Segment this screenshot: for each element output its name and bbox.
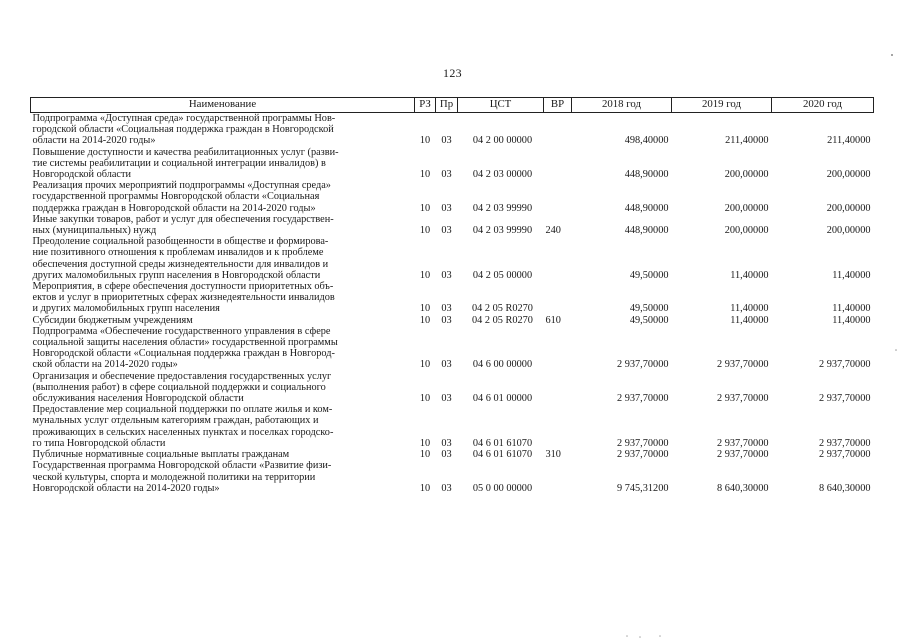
- column-header-2019: 2019 год: [672, 98, 772, 113]
- row-value-2019: 8 640,30000: [717, 482, 769, 494]
- table-row: [31, 214, 874, 236]
- row-value-2018: 9 745,31200: [617, 482, 669, 494]
- column-header-2018: 2018 год: [572, 98, 672, 113]
- row-name: [31, 281, 415, 315]
- row-rz: 10: [419, 225, 431, 237]
- row-name-line: Новгородской области: [32, 169, 132, 181]
- column-header-pr: Пр: [436, 98, 458, 113]
- row-pr: 03: [441, 169, 452, 181]
- row-rz: 10: [419, 393, 431, 405]
- row-rz: 10: [419, 314, 431, 326]
- row-value-2018: 448,90000: [624, 225, 669, 237]
- row-name-line: других маломобильных групп населения в Новгородской области: [32, 269, 321, 281]
- row-name-line: Новгородской области на 2014-2020 годы»: [32, 482, 220, 494]
- row-rz: 10: [419, 437, 431, 449]
- row-pr: 03: [441, 359, 452, 371]
- table-row: [31, 371, 874, 405]
- table-row: [31, 113, 874, 147]
- row-pr: 03: [441, 482, 452, 494]
- row-value-2018: 2 937,70000: [617, 359, 669, 371]
- row-name-line: Государственная программа Новгородской области «Развитие физи-: [32, 460, 332, 472]
- row-cst: 05 0 00 00000: [472, 482, 533, 494]
- row-name: [31, 113, 415, 147]
- row-cst: 04 6 01 61070: [472, 437, 533, 449]
- row-value-2019: 200,00000: [724, 169, 769, 181]
- row-name-line: поддержка граждан в Новгородской области на 2014-2020 годы»: [32, 202, 316, 214]
- row-cst: 04 2 03 00000: [472, 169, 533, 181]
- row-vr: [544, 180, 572, 214]
- table-row: [31, 315, 874, 326]
- row-value-2020: 11,40000: [832, 314, 871, 326]
- row-value-2019: 2 937,70000: [717, 359, 769, 371]
- row-value-2019: 11,40000: [730, 303, 769, 315]
- row-name-line: тие системы реабилитации и социальной интеграции инвалидов) в: [32, 157, 326, 169]
- row-name-line: Иные закупки товаров, работ и услуг для обеспечения государствен-: [32, 213, 334, 225]
- row-pr: 03: [441, 202, 452, 214]
- row-name-line: и других маломобильных групп населения: [32, 303, 220, 315]
- row-value-2018: 498,40000: [624, 135, 669, 147]
- row-value-2018: 448,90000: [624, 202, 669, 214]
- row-name-line: Субсидии бюджетным учреждениям: [32, 314, 193, 326]
- row-pr: 03: [441, 303, 452, 315]
- row-name: [31, 460, 415, 494]
- row-vr: 610: [545, 314, 561, 326]
- row-value-2020: 2 937,70000: [819, 359, 871, 371]
- row-name-line: мунальных услуг отдельным категориям граждан, работающих и: [32, 415, 319, 427]
- row-pr: 03: [441, 437, 452, 449]
- row-name-line: Подпрограмма «Доступная среда» государственной программы Нов-: [32, 113, 336, 124]
- row-value-2018: 49,50000: [629, 269, 669, 281]
- column-header-vr: ВР: [544, 98, 572, 113]
- row-rz: 10: [419, 482, 431, 494]
- row-name: [31, 371, 415, 405]
- row-name-line: ектов и услуг в приоритетных сферах жизнедеятельности инвалидов: [32, 292, 335, 304]
- row-value-2020: 2 937,70000: [819, 449, 871, 461]
- row-name: [31, 147, 415, 181]
- row-name-line: проживающих в сельских населенных пунктах и поселках городско-: [32, 426, 334, 438]
- row-pr: 03: [441, 314, 452, 326]
- table-row: [31, 460, 874, 494]
- row-cst: 04 6 01 00000: [472, 393, 533, 405]
- row-value-2019: 200,00000: [724, 225, 769, 237]
- scan-speck: [626, 635, 628, 637]
- row-value-2020: 211,40000: [827, 135, 871, 147]
- row-name-line: городской области «Социальная поддержка граждан в Новгородской: [32, 124, 334, 136]
- row-value-2019: 2 937,70000: [717, 437, 769, 449]
- row-cst: 04 2 05 00000: [472, 269, 533, 281]
- row-value-2020: 8 640,30000: [819, 482, 871, 494]
- row-name-line: социальной защиты населения области» государственной программы: [32, 337, 338, 349]
- row-cst: 04 2 05 R0270: [472, 303, 533, 315]
- row-value-2020: 200,00000: [826, 169, 871, 181]
- table-row: [31, 404, 874, 449]
- row-vr: [544, 147, 572, 181]
- row-vr: 240: [545, 225, 561, 237]
- row-vr: [544, 371, 572, 405]
- row-vr: [544, 460, 572, 494]
- row-name-line: Подпрограмма «Обеспечение государственного управления в сфере: [32, 325, 331, 337]
- row-value-2020: 2 937,70000: [819, 437, 871, 449]
- row-rz: 10: [419, 359, 431, 371]
- row-name-line: ние позитивного отношения к проблемам инвалидов и к проблеме: [32, 247, 324, 259]
- row-cst: 04 2 03 99990: [472, 225, 533, 237]
- row-rz: 10: [419, 449, 431, 461]
- row-cst: 04 6 01 61070: [472, 449, 533, 461]
- row-value-2020: 200,00000: [826, 202, 871, 214]
- table-header-row: [31, 98, 874, 113]
- row-value-2018: 448,90000: [624, 169, 669, 181]
- row-name: [31, 236, 415, 281]
- row-value-2018: 2 937,70000: [617, 393, 669, 405]
- row-name-line: го типа Новгородской области: [32, 437, 166, 449]
- row-rz: 10: [419, 202, 431, 214]
- column-header-2020: 2020 год: [772, 98, 874, 113]
- row-name-line: (выполнения работ) в сфере социальной поддержки и социального: [32, 381, 326, 393]
- row-name-line: ных (муниципальных) нужд: [32, 225, 157, 237]
- row-name-line: Повышение доступности и качества реабилитационных услуг (разви-: [32, 146, 339, 158]
- row-pr: 03: [441, 393, 452, 405]
- row-rz: 10: [419, 269, 431, 281]
- row-value-2018: 49,50000: [629, 314, 669, 326]
- scan-speck: [895, 349, 897, 351]
- row-name-line: области на 2014-2020 годы»: [32, 135, 156, 147]
- column-header-cst: ЦСТ: [458, 98, 544, 113]
- scan-speck: [891, 54, 893, 56]
- row-value-2020: 200,00000: [826, 225, 871, 237]
- row-name-line: Преодоление социальной разобщенности в обществе и формирова-: [32, 236, 329, 248]
- table-row: [31, 449, 874, 460]
- table-row: [31, 326, 874, 371]
- row-value-2018: 49,50000: [629, 303, 669, 315]
- scan-speck: [639, 636, 641, 638]
- row-rz: 10: [419, 135, 431, 147]
- table-body: [31, 113, 874, 494]
- row-name-line: Новгородской области «Социальная поддержка граждан в Новгород-: [32, 348, 335, 360]
- table-row: [31, 236, 874, 281]
- row-name-line: государственной программы Новгородской области «Социальная: [32, 191, 320, 203]
- row-name-line: Публичные нормативные социальные выплаты гражданам: [32, 449, 290, 461]
- row-name: [31, 449, 415, 460]
- row-value-2019: 211,40000: [725, 135, 769, 147]
- row-name: [31, 315, 415, 326]
- row-value-2020: 11,40000: [832, 269, 871, 281]
- row-pr: 03: [441, 225, 452, 237]
- row-value-2019: 2 937,70000: [717, 393, 769, 405]
- row-value-2019: 11,40000: [730, 269, 769, 281]
- row-name-line: Мероприятия, в сфере обеспечения доступности приоритетных объ-: [32, 281, 334, 293]
- row-name: [31, 404, 415, 449]
- column-header-rz: РЗ: [415, 98, 436, 113]
- row-vr: [544, 236, 572, 281]
- row-cst: 04 2 03 99990: [472, 202, 533, 214]
- budget-table: [30, 97, 874, 494]
- scan-speck: [659, 635, 661, 637]
- page-number: 123: [443, 66, 462, 80]
- row-value-2019: 11,40000: [730, 314, 769, 326]
- row-vr: [544, 404, 572, 449]
- row-vr: [544, 281, 572, 315]
- row-name: [31, 214, 415, 236]
- row-vr: 310: [545, 449, 561, 461]
- row-cst: 04 6 00 00000: [472, 359, 533, 371]
- row-rz: 10: [419, 169, 431, 181]
- row-name-line: ческой культуры, спорта и молодежной политики на территории: [32, 471, 316, 483]
- row-pr: 03: [441, 449, 452, 461]
- table-row: [31, 281, 874, 315]
- row-value-2020: 2 937,70000: [819, 393, 871, 405]
- row-name-line: обслуживания населения Новгородской области: [32, 393, 244, 405]
- row-vr: [544, 113, 572, 147]
- column-header-name: Наименование: [31, 98, 415, 113]
- table-row: [31, 180, 874, 214]
- row-name: [31, 180, 415, 214]
- row-name-line: ской области на 2014-2020 годы»: [32, 359, 178, 371]
- row-pr: 03: [441, 269, 452, 281]
- row-value-2018: 2 937,70000: [617, 437, 669, 449]
- row-cst: 04 2 05 R0270: [472, 314, 533, 326]
- row-name-line: Предоставление мер социальной поддержки по оплате жилья и ком-: [32, 404, 333, 416]
- row-name-line: Организация и обеспечение предоставления государственных услуг: [32, 370, 332, 382]
- row-value-2020: 11,40000: [832, 303, 871, 315]
- row-value-2018: 2 937,70000: [617, 449, 669, 461]
- row-name-line: обеспечения доступной среды жизнедеятельности для инвалидов и: [32, 258, 329, 270]
- row-value-2019: 2 937,70000: [717, 449, 769, 461]
- row-vr: [544, 326, 572, 371]
- row-value-2019: 200,00000: [724, 202, 769, 214]
- row-name-line: Реализация прочих мероприятий подпрограммы «Доступная среда»: [32, 180, 331, 192]
- row-pr: 03: [441, 135, 452, 147]
- table-row: [31, 147, 874, 181]
- row-name: [31, 326, 415, 371]
- row-cst: 04 2 00 00000: [472, 135, 533, 147]
- row-rz: 10: [419, 303, 431, 315]
